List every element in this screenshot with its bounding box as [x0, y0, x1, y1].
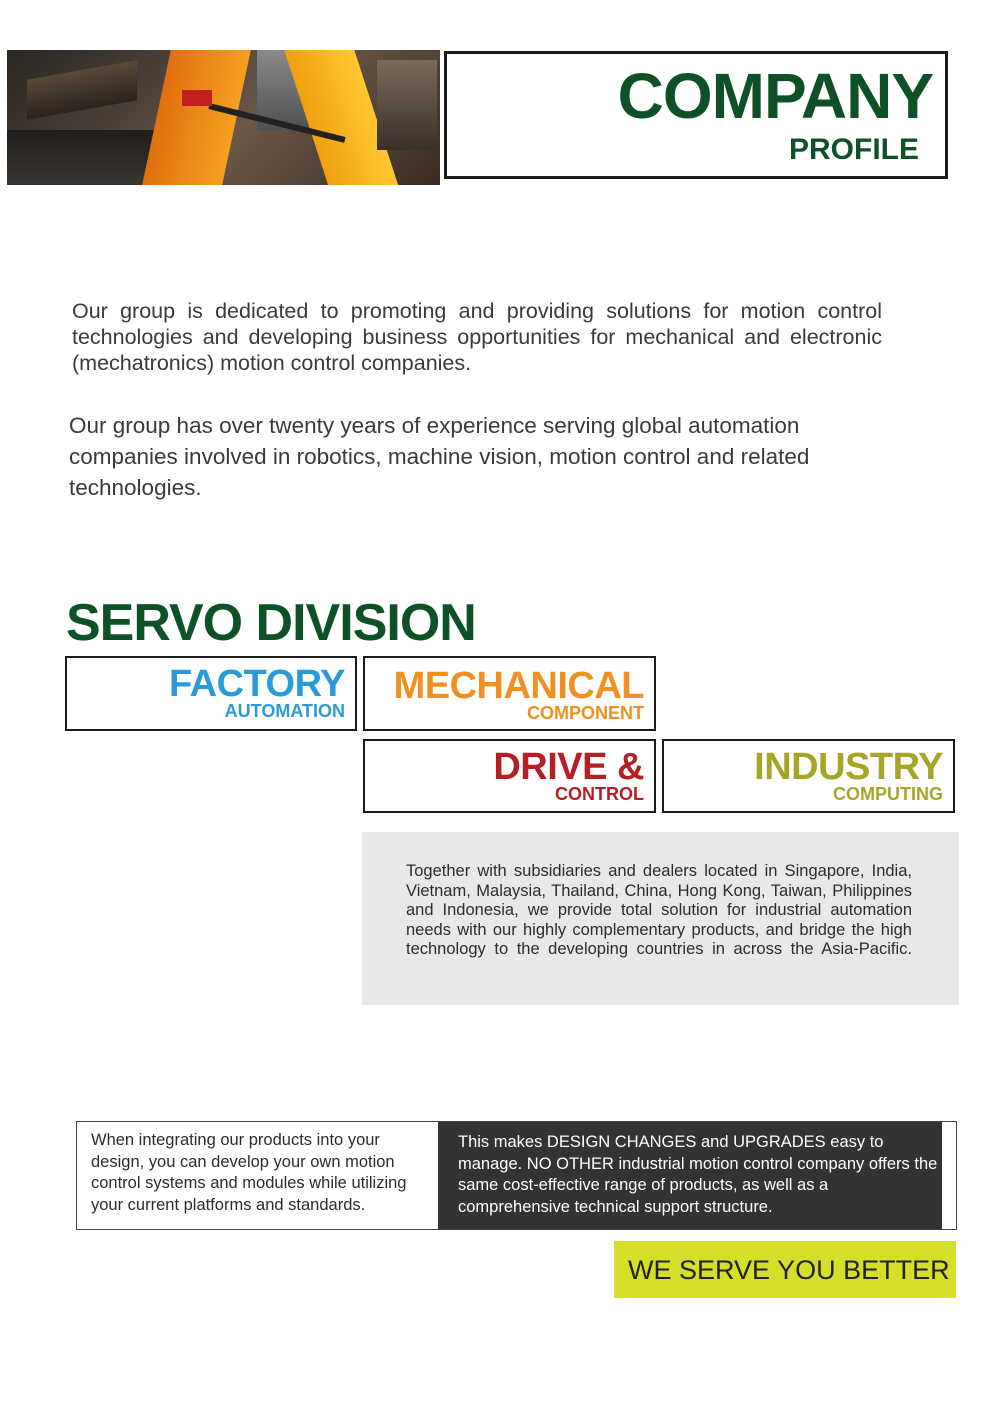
company-profile-title-box: [444, 51, 948, 179]
page-title: COMPANY: [617, 60, 933, 132]
intro-paragraph-2: Our group has over twenty years of experience serving global automation companies involved in robotics, machine vision, motion control and related technologies.: [69, 413, 810, 500]
integration-info-box: [76, 1121, 957, 1230]
page-subtitle: PROFILE: [788, 133, 919, 166]
band-saw-machine-photo: [7, 50, 440, 185]
division-mechanical-component: [363, 656, 656, 731]
division-sub-label: CONTROL: [555, 784, 644, 804]
division-drive-control: [363, 739, 656, 813]
subsidiaries-panel: [362, 832, 959, 1005]
subsidiaries-text: Together with subsidiaries and dealers located in Singapore, India, Vietnam, Malaysia, Thailand, China, Hong Kong, Taiwan, Philippines and Indonesia, we provide total solution for industrial automation needs with our highly complementary products, and bridge the high technology to the developing countries in across the Asia-Pacific.: [406, 862, 912, 959]
division-main-label: MECHANICAL: [393, 665, 644, 707]
integration-left-text: When integrating our products into your design, you can develop your own motion control systems and modules while utilizing your current platforms and standards.: [91, 1131, 407, 1214]
integration-right-panel: [438, 1122, 942, 1229]
division-main-label: DRIVE &: [493, 746, 644, 788]
division-sub-label: COMPONENT: [527, 703, 644, 723]
integration-left-panel: [77, 1122, 438, 1229]
division-factory-automation: [65, 656, 357, 731]
division-main-label: FACTORY: [169, 663, 345, 705]
division-main-label: INDUSTRY: [754, 746, 943, 788]
division-industry-computing: [662, 739, 955, 813]
intro-paragraph-1: Our group is dedicated to promoting and providing solutions for motion control technologies and developing business opportunities for mechanical and electronic (mechatronics) motion control companies.: [72, 299, 882, 375]
division-sub-label: AUTOMATION: [224, 701, 345, 721]
slogan-text: WE SERVE YOU BETTER: [628, 1255, 950, 1285]
integration-right-text: This makes DESIGN CHANGES and UPGRADES easy to manage. NO OTHER industrial motion control company offers the same cost-effective range of products, as well as a comprehensive technical support structure.: [458, 1133, 938, 1216]
slogan-banner: [614, 1241, 956, 1298]
division-sub-label: COMPUTING: [833, 784, 943, 804]
servo-division-heading: SERVO DIVISION: [66, 594, 476, 652]
